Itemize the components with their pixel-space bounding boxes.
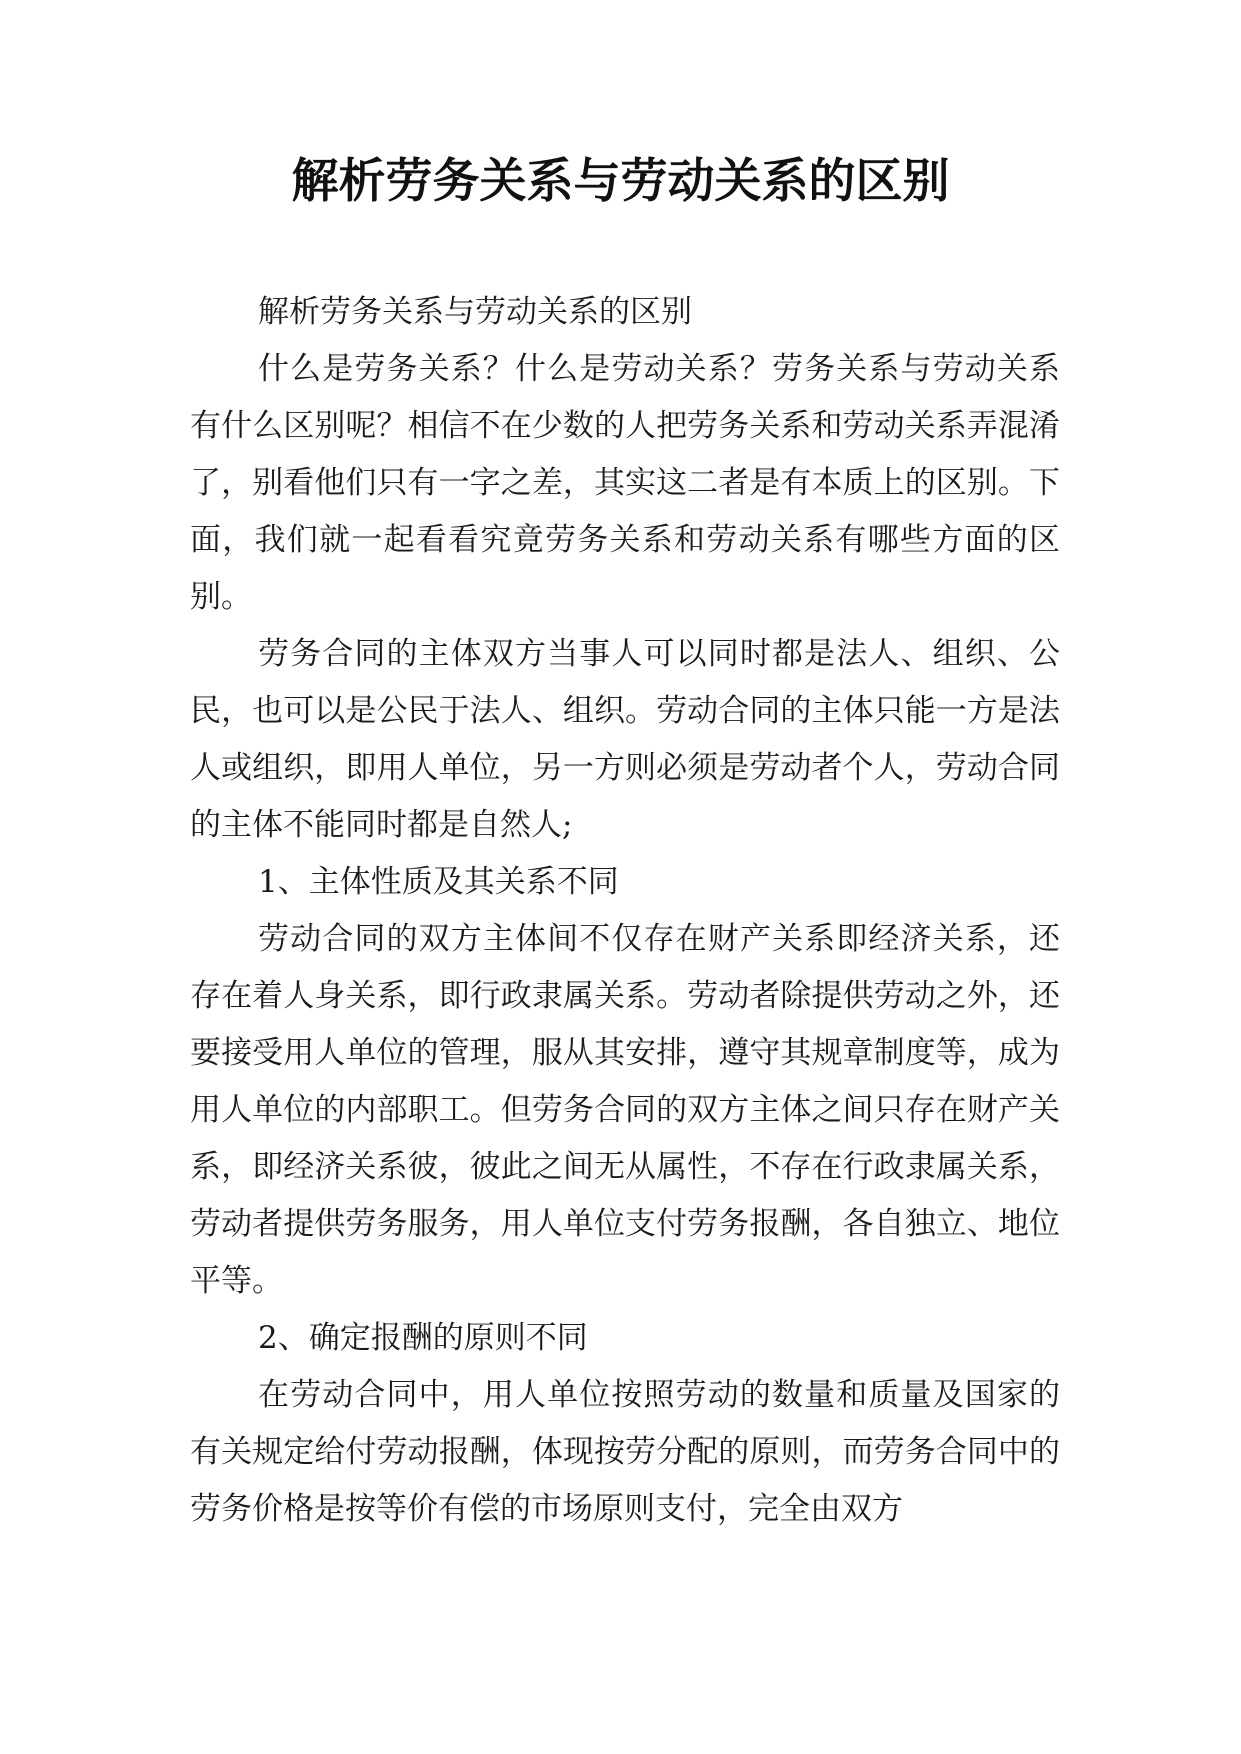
section-heading-2: 2、确定报酬的原则不同 [258, 1320, 588, 1356]
paragraph-intro: 什么是劳务关系？什么是劳动关系？劳务关系与劳动关系有什么区别呢？相信不在少数的人把劳务关系和劳动关系弄混淆了，别看他们只有一字之差，其实这二者是有本质上的区别。下面，我们就一起看看究竟劳务关系和劳动关系有哪些方面的区别。 [190, 351, 1060, 615]
section-heading-1: 1、主体性质及其关系不同 [258, 864, 619, 900]
document-title: 解析劳务关系与劳动关系的区别 [291, 154, 950, 209]
document-body [190, 284, 1060, 1538]
paragraph-contract-subjects: 劳务合同的主体双方当事人可以同时都是法人、组织、公民，也可以是公民于法人、组织。劳动合同的主体只能一方是法人或组织，即用人单位，另一方则必须是劳动者个人，劳动合同的主体不能同时都是自然人; [190, 636, 1060, 843]
paragraph-remuneration: 在劳动合同中，用人单位按照劳动的数量和质量及国家的有关规定给付劳动报酬，体现按劳分配的原则，而劳务合同中的劳务价格是按等价有偿的市场原则支付，完全由双方 [190, 1377, 1060, 1527]
paragraph-subtitle: 解析劳务关系与劳动关系的区别 [258, 294, 692, 330]
paragraph-subject-nature: 劳动合同的双方主体间不仅存在财产关系即经济关系，还存在着人身关系，即行政隶属关系。劳动者除提供劳动之外，还要接受用人单位的管理，服从其安排，遵守其规章制度等，成为用人单位的内部职工。但劳务合同的双方主体之间只存在财产关系，即经济关系彼，彼此之间无从属性，不存在行政隶属关系，劳动者提供劳务服务，用人单位支付劳务报酬，各自独立、地位平等。 [190, 921, 1060, 1299]
